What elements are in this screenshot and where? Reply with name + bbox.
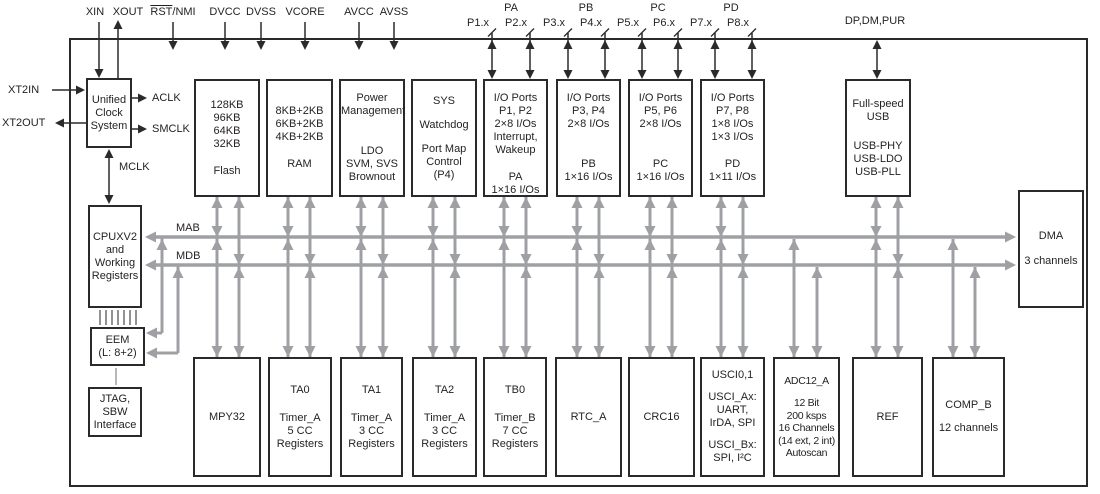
pin-label-p6x: P6.x [652,17,676,29]
block-cpu: CPUXV2 and Working Registers [88,205,142,308]
block-jtag-sbw: JTAG, SBW Interface [88,387,142,437]
pin-label-xin: XIN [85,6,105,18]
block-unified-clock-system: Unified Clock System [86,78,132,148]
pin-label-xt2in: XT2IN [8,84,40,96]
pin-label-p3x: P3.x [542,17,566,29]
block-tb0: TB0 Timer_B 7 CC Registers [483,357,547,477]
pin-label-xout: XOUT [112,6,144,18]
pin-label-usb: DP,DM,PUR [844,15,906,27]
pin-label-dvcc: DVCC [209,6,241,18]
pin-label-avcc: AVCC [344,6,374,18]
pin-label-p2x: P2.x [504,17,528,29]
block-io-ports-p3-p4: I/O Ports P3, P4 2×8 I/Os PB 1×16 I/Os [556,79,621,197]
pin-label-dvss: DVSS [246,6,276,18]
block-rtc: RTC_A [555,357,622,477]
pin-label-p7x: P7.x [689,17,713,29]
pin-label-avss: AVSS [379,6,409,18]
block-io-ports-p7-p8: I/O Ports P7, P8 1×8 I/Os 1×3 I/Os PD 1×11 I/Os [700,79,765,197]
block-dma: DMA 3 channels [1018,190,1084,308]
block-flash: 128KB 96KB 64KB 32KB Flash [194,79,260,197]
bus-label-mab: MAB [176,222,200,234]
port-group-label-pd: PD [723,2,739,14]
block-mpy32: MPY32 [193,357,261,477]
block-adc12: ADC12_A 12 Bit 200 ksps 16 Channels (14 ext, 2 int) Autoscan [773,357,840,477]
block-usci: USCI0,1 USCI_Ax: UART, IrDA, SPI USCI_Bx: SPI, I²C [700,357,765,477]
block-io-ports-p5-p6: I/O Ports P5, P6 2×8 I/Os PC 1×16 I/Os [628,79,693,197]
block-io-ports-p1-p2: I/O Ports P1, P2 2×8 I/Os Interrupt, Wakeup PA 1×16 I/Os [483,79,548,197]
block-comp-b: COMP_B 12 channels [932,357,1005,477]
block-ta0: TA0 Timer_A 5 CC Registers [268,357,332,477]
block-crc16: CRC16 [628,357,695,477]
pin-label-xt2out: XT2OUT [2,117,46,129]
pin-label-p1x: P1.x [466,17,490,29]
bus-label-mdb: MDB [176,250,201,262]
block-ref: REF [852,357,923,477]
port-group-label-pb: PB [578,2,594,14]
signal-label-aclk: ACLK [152,92,181,104]
signal-label-mclk: MCLK [119,161,150,173]
block-usb: Full-speed USB USB-PHY USB-LDO USB-PLL [845,79,911,197]
port-group-label-pc: PC [650,2,666,14]
block-power-management: Power Management LDO SVM, SVS Brownout [339,79,405,197]
port-group-label-pa: PA [504,2,518,14]
pin-label-vcore: VCORE [285,6,325,18]
pin-label-p5x: P5.x [616,17,640,29]
block-ta2: TA2 Timer_A 3 CC Registers [412,357,477,477]
block-sys-watchdog: SYS Watchdog Port Map Control (P4) [411,79,477,197]
pin-label-rst-nmi: $\overline{RST}$/NMI [150,6,196,18]
block-ta1: TA1 Timer_A 3 CC Registers [340,357,403,477]
block-ram: 8KB+2KB 6KB+2KB 4KB+2KB RAM [266,79,333,197]
block-eem: EEM (L: 8+2) [90,327,145,366]
signal-label-smclk: SMCLK [152,123,190,135]
pin-label-p4x: P4.x [579,17,603,29]
pin-label-p8x: P8.x [726,17,750,29]
